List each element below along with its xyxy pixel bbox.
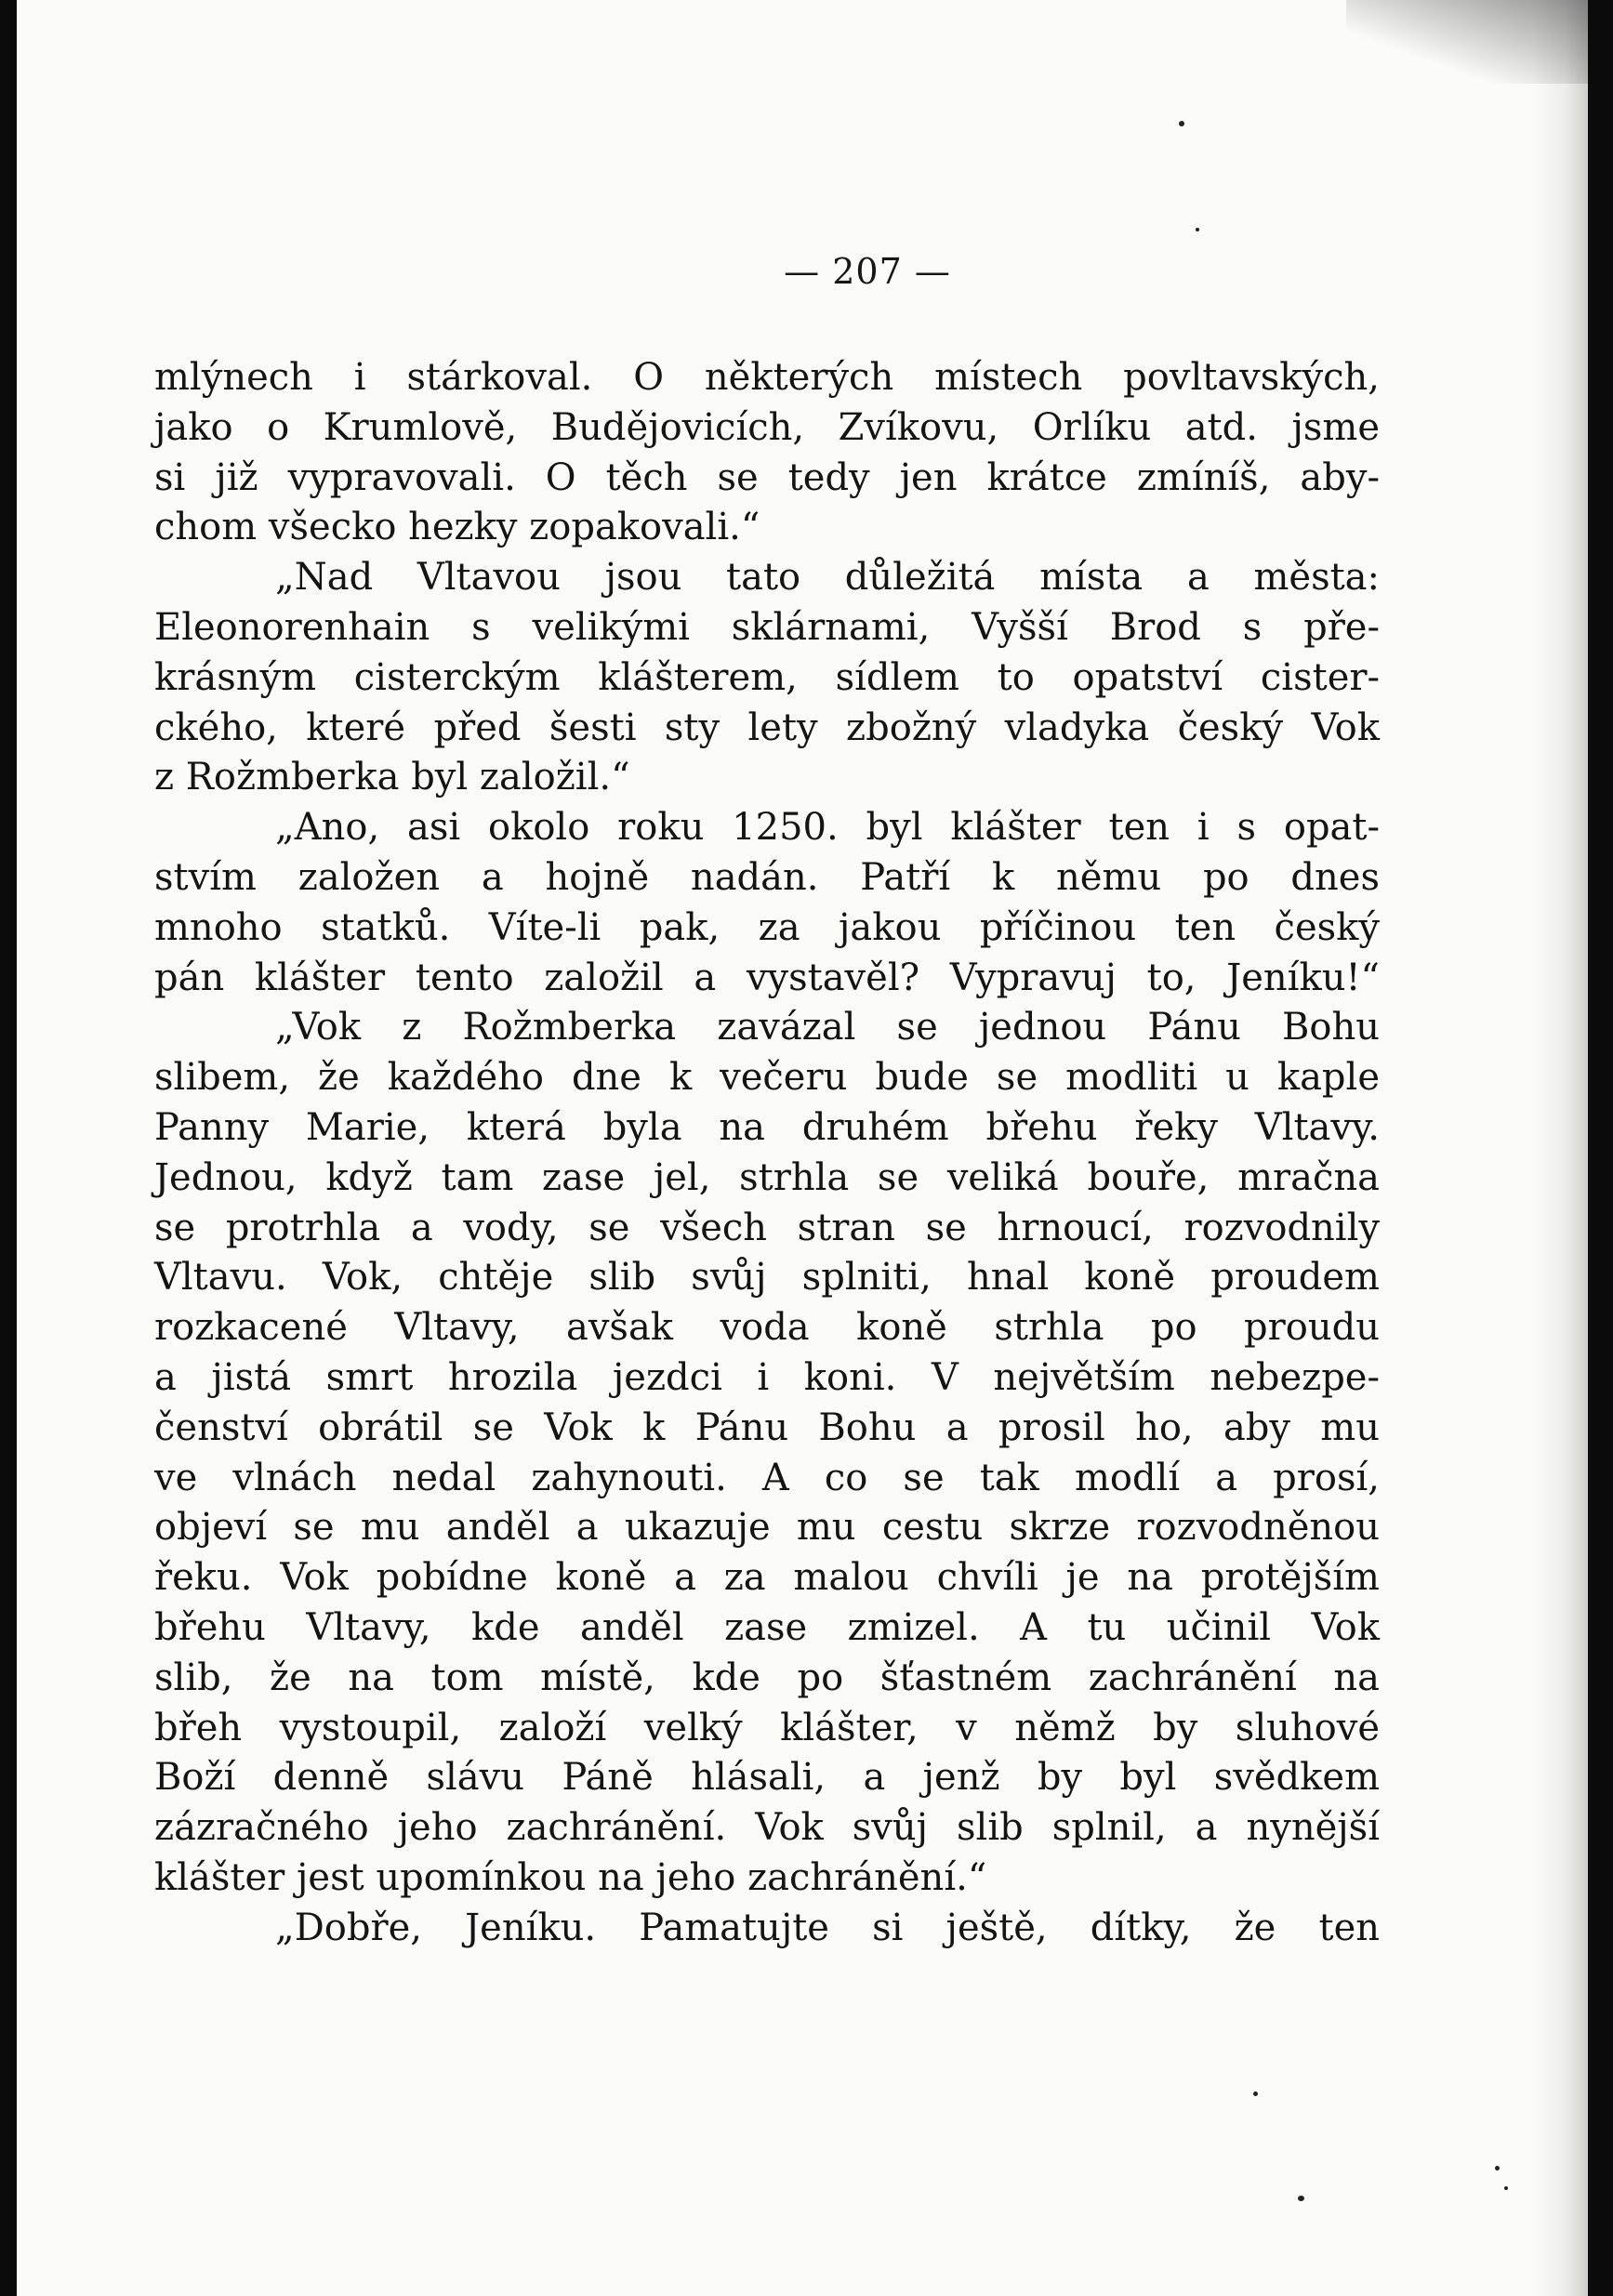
text-line: „Nad Vltavou jsou tato důležitá místa a města:	[275, 556, 1380, 600]
text-line: pán klášter tento založil a vystavěl? Vypravuj to, Jeníku!“	[154, 956, 1380, 999]
text-line: Vltavu. Vok, chtěje slib svůj splniti, hnal koně proudem	[154, 1256, 1380, 1300]
text-line: se protrhla a vody, se všech stran se hrnoucí, rozvodnily	[154, 1206, 1380, 1249]
text-line: břeh vystoupil, založí velký klášter, v němž by sluhové	[154, 1706, 1380, 1749]
text-line: zázračného jeho zachránění. Vok svůj slib splnil, a nynější	[154, 1806, 1380, 1850]
page-edge-shadow	[1532, 0, 1588, 2296]
text-line: ckého, které před šesti sty lety zbožný vladyka český Vok	[154, 706, 1380, 749]
text-line: a jistá smrt hrozila jezdci i koni. V největším nebezpe-	[154, 1355, 1380, 1399]
text-line: ve vlnách nedal zahynouti. A co se tak modlí a prosí,	[154, 1456, 1380, 1499]
book-page	[17, 0, 1588, 2296]
text-line: „Vok z Rožmberka zavázal se jednou Pánu Bohu	[275, 1006, 1380, 1049]
text-line: mlýnech i stárkoval. O některých místech povltavských,	[154, 356, 1380, 399]
text-line: „Dobře, Jeníku. Pamatujte si ještě, dítky, že ten	[275, 1906, 1380, 1949]
scan-corner-shadow	[1346, 0, 1588, 84]
text-line: řeku. Vok pobídne koně a za malou chvíli je na protějším	[154, 1556, 1380, 1600]
text-line: krásným cisterckým klášterem, sídlem to opatství cister-	[154, 655, 1380, 699]
text-line: objeví se mu anděl a ukazuje mu cestu skrze rozvodněnou	[154, 1506, 1380, 1550]
text-line: čenství obrátil se Vok k Pánu Bohu a prosil ho, aby mu	[154, 1405, 1380, 1449]
text-line: jako o Krumlově, Budějovicích, Zvíkovu, Orlíku atd. jsme	[154, 405, 1380, 449]
page-number: — 207 —	[784, 251, 951, 292]
text-line: Panny Marie, která byla na druhém břehu řeky Vltavy.	[154, 1105, 1380, 1149]
text-line: rozkacené Vltavy, avšak voda koně strhla po proudu	[154, 1306, 1380, 1350]
text-line: Boží denně slávu Páně hlásali, a jenž by byl svědkem	[154, 1756, 1380, 1800]
scan-speck	[1504, 2186, 1508, 2190]
text-line: slib, že na tom místě, kde po šťastném zachránění na	[154, 1656, 1380, 1699]
scan-speck	[1196, 228, 1199, 231]
scan-speck	[1298, 2196, 1304, 2201]
scan-speck	[1495, 2166, 1500, 2171]
text-line: klášter jest upomínkou na jeho zachránění.“	[154, 1855, 987, 1899]
text-line: stvím založen a hojně nadán. Patří k němu po dnes	[154, 855, 1380, 899]
text-line: slibem, že každého dne k večeru bude se modliti u kaple	[154, 1056, 1380, 1100]
scan-speck	[1253, 2091, 1258, 2096]
text-line: mnoho statků. Víte-li pak, za jakou příčinou ten český	[154, 905, 1380, 949]
body-text	[154, 353, 1380, 1954]
text-line: chom všecko hezky zopakovali.“	[154, 506, 760, 549]
text-line: břehu Vltavy, kde anděl zase zmizel. A tu učinil Vok	[154, 1605, 1380, 1649]
text-line: z Rožmberka byl založil.“	[154, 756, 630, 799]
text-line: si již vypravovali. O těch se tedy jen krátce zmíníš, aby-	[154, 455, 1380, 499]
text-line: „Ano, asi okolo roku 1250. byl klášter ten i s opat-	[275, 806, 1380, 850]
text-line: Jednou, když tam zase jel, strhla se veliká bouře, mračna	[154, 1155, 1380, 1199]
scan-speck	[1179, 121, 1184, 126]
text-line: Eleonorenhain s velikými sklárnami, Vyšší Brod s pře-	[154, 605, 1380, 649]
